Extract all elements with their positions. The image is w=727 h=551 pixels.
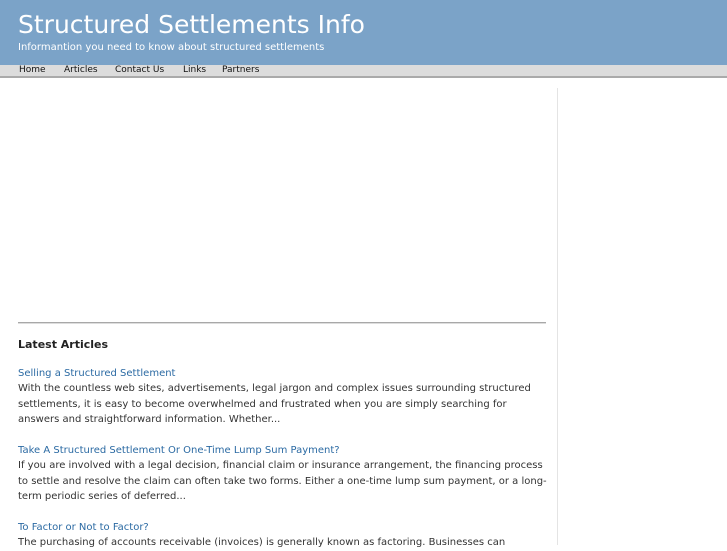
main-nav <box>0 65 727 78</box>
article-excerpt: If you are involved with a legal decision, financial claim or insurance arrangement, the financing process to settle and resolve the claim can often take two forms. Either a one-time lump sum payment, or a long-term periodic series of deferred... <box>18 460 547 502</box>
nav-articles-link[interactable]: Articles <box>64 65 98 75</box>
site-header <box>0 0 727 65</box>
article-excerpt: The purchasing of accounts receivable (invoices) is generally known as factoring. Businesses can <box>18 537 506 548</box>
nav-partners-link[interactable]: Partners <box>222 65 260 75</box>
article-item <box>18 366 548 428</box>
article-item <box>18 520 548 551</box>
article-title-link[interactable]: Take A Structured Settlement Or One-Time Lump Sum Payment? <box>18 445 340 456</box>
nav-contact-link[interactable]: Contact Us <box>115 65 165 75</box>
site-title[interactable]: Structured Settlements Info <box>18 10 365 39</box>
article-excerpt: With the countless web sites, advertisements, legal jargon and complex issues surrounding structured settlements, it is easy to become overwhelmed and frustrated when you are simply searching for answers and straightforward information. Whether... <box>18 383 531 425</box>
site-tagline: Informantion you need to know about structured settlements <box>18 42 325 53</box>
content-divider <box>18 322 546 324</box>
article-title-link[interactable]: To Factor or Not to Factor? <box>18 522 149 533</box>
ad-placeholder <box>18 88 546 318</box>
nav-home-link[interactable]: Home <box>19 65 46 75</box>
article-item <box>18 443 548 505</box>
nav-links-link[interactable]: Links <box>183 65 207 75</box>
sidebar-divider <box>557 88 558 545</box>
latest-articles-heading: Latest Articles <box>18 338 109 351</box>
article-title-link[interactable]: Selling a Structured Settlement <box>18 368 176 379</box>
